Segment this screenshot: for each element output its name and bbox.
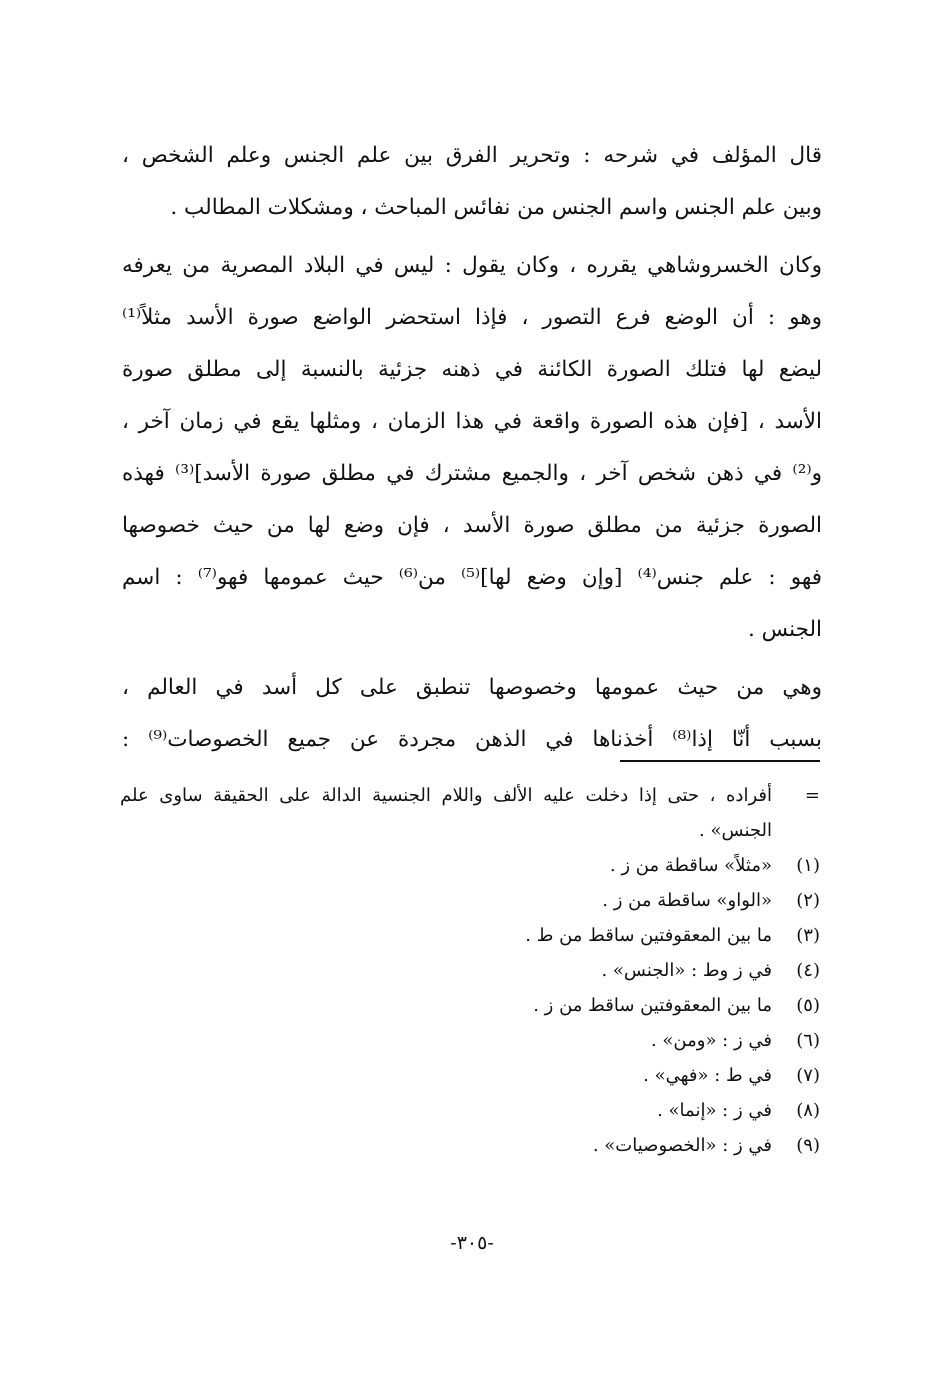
footnote-text: في ز : «ومن» . [650,1030,772,1051]
continuation-text: أفراده ، حتى إذا دخلت عليه الألف واللام الجنسية الدالة على الحقيقة ساوى علم الجنس» . [120,785,772,841]
footnote-number: (٩) [796,1135,820,1156]
footnote-text: في ز وط : «الجنس» . [601,960,772,981]
footnote-item [120,848,820,883]
footnote-item [120,1058,820,1093]
footnotes [120,778,820,1163]
footnote-item [120,1023,820,1058]
footnote-divider [620,760,820,762]
text-line: وهي من حيث عمومها وخصوصها تنطبق على كل أسد في العالم ، [122,675,822,700]
footnote-item [120,988,820,1023]
footnote-number: (٧) [796,1065,820,1086]
paragraph [122,130,822,234]
text-line: الأسد ، [فإن هذه الصورة واقعة في هذا الزمان ، ومثلها يقع في زمان آخر ، [122,409,822,434]
paragraph [122,240,822,656]
text-line: قال المؤلف في شرحه : وتحرير الفرق بين علم الجنس وعلم الشخص ، [122,143,822,168]
footnote-text: في ز : «إنما» . [657,1100,772,1121]
text-line: بسبب أنّا إذا⁽⁸⁾ أخذناها في الذهن مجردة عن جميع الخصوصات⁽⁹⁾ : [122,727,822,752]
footnote-number: (١) [796,855,820,876]
footnote-number: (٦) [796,1030,820,1051]
footnote-item [120,1128,820,1163]
text-line: وهو : أن الوضع فرع التصور ، فإذا استحضر الواضع صورة الأسد مثلاً⁽¹⁾ [122,305,822,330]
footnote-item [120,918,820,953]
text-line: و⁽²⁾ في ذهن شخص آخر ، والجميع مشترك في مطلق صورة الأسد]⁽³⁾ فهذه [122,461,822,486]
footnote-text: «الواو» ساقطة من ز . [602,890,772,911]
continuation-mark: = [804,785,820,806]
footnote-number: (٣) [796,925,820,946]
text-line: فهو : علم جنس⁽⁴⁾ [وإن وضع لها]⁽⁵⁾ من⁽⁶⁾ حيث عمومها فهو⁽⁷⁾ : اسم [122,565,823,590]
footnote-number: (٥) [796,995,820,1016]
footnote-item [120,953,820,988]
main-text [122,130,822,772]
footnote-text: ما بين المعقوفتين ساقط من ز . [533,995,772,1016]
text-line: وكان الخسروشاهي يقرره ، وكان يقول : ليس في البلاد المصرية من يعرفه [122,253,822,278]
footnote-number: (٨) [796,1100,820,1121]
text-line: وبين علم الجنس واسم الجنس من نفائس المباحث ، ومشكلات المطالب . [170,195,822,220]
footnote-continuation [120,778,820,848]
text-line: الصورة جزئية من مطلق صورة الأسد ، فإن وضع لها من حيث خصوصها [122,513,822,538]
text-line: الجنس . [748,617,822,642]
paragraph [122,662,822,766]
footnote-text: «مثلاً» ساقطة من ز . [609,855,772,876]
footnote-text: في ز : «الخصوصيات» . [592,1135,772,1156]
page-number: -٣٠٥- [450,1232,494,1254]
footnote-item [120,883,820,918]
text-line: ليضع لها فتلك الصورة الكائنة في ذهنه جزئية بالنسبة إلى مطلق صورة [122,357,822,382]
footnote-text: في ط : «فهي» . [643,1065,772,1086]
footnote-number: (٢) [796,890,820,911]
footnote-item [120,1093,820,1128]
footnote-text: ما بين المعقوفتين ساقط من ط . [525,925,772,946]
footnote-number: (٤) [796,960,820,981]
